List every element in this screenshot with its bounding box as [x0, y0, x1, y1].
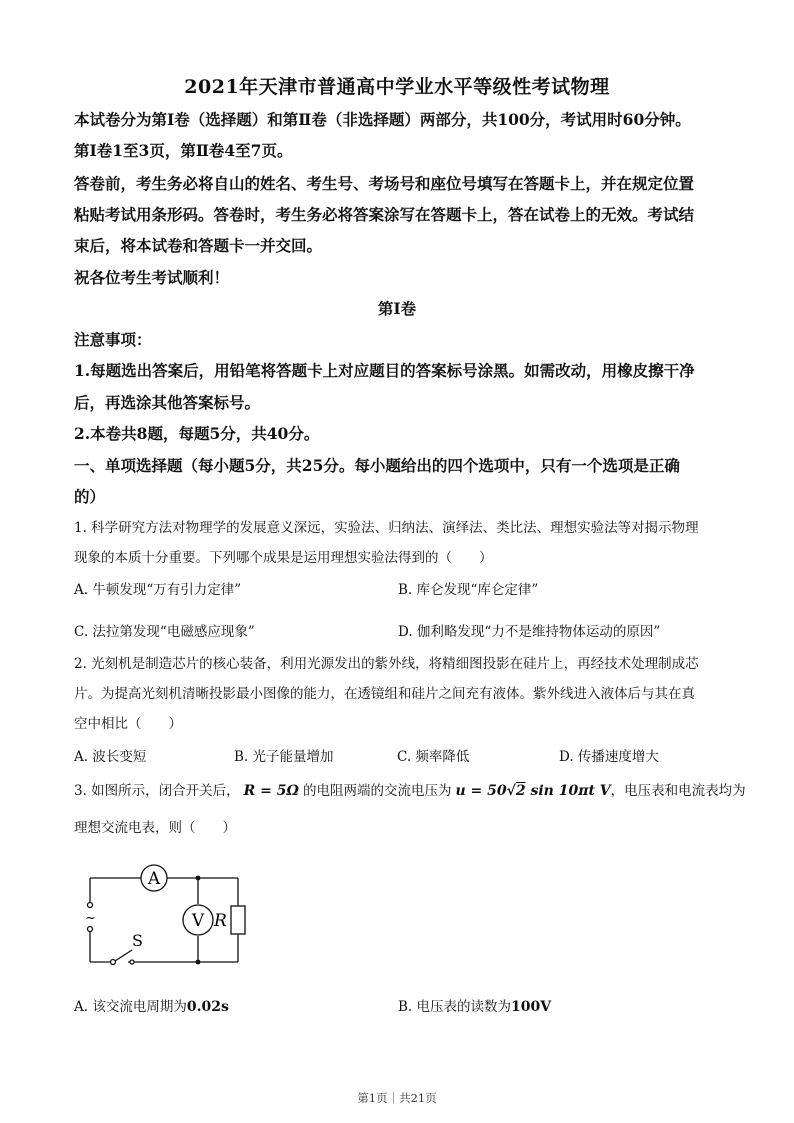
q2-option-b: B. 光子能量增加 — [234, 749, 334, 765]
q3-option-b-text: B. 电压表的读数为 — [398, 999, 512, 1015]
notes-line-3: 2.本卷共8题，每题5分，共40分。 — [74, 424, 320, 443]
q3-line-2: 理想交流电表，则（ ） — [74, 820, 236, 836]
q2-option-c: C. 频率降低 — [397, 749, 470, 765]
q3-option-a-value: 0.02s — [186, 999, 229, 1015]
switch-label: S — [132, 931, 143, 950]
q3-prefix: 3. 如图所示，闭合开关后， — [74, 783, 240, 799]
q3-line-1 — [74, 779, 746, 799]
terminal-bottom-icon — [88, 927, 93, 932]
q2-line-1: 2. 光刻机是制造芯片的核心装备，利用光源发出的紫外线，将精细图投影在硅片上，再经技术处理制成芯 — [74, 656, 699, 672]
q1-line-2: 现象的本质十分重要。下列哪个成果是运用理想实验法得到的（ ） — [74, 550, 493, 566]
junction-top-icon — [196, 876, 201, 881]
part1-heading: 第Ⅰ卷 — [377, 299, 417, 318]
circuit-diagram — [80, 858, 250, 974]
terminal-top-icon — [88, 903, 93, 908]
intro-line-1: 本试卷分为第Ⅰ卷（选择题）和第Ⅱ卷（非选择题）两部分，共100分，考试用时60分钟。 — [74, 110, 691, 129]
intro-line-3: 答卷前，考生务必将自山的姓名、考生号、考场号和座位号填写在答题卡上，并在规定位置 — [74, 174, 695, 193]
intro-line-2: 第Ⅰ卷1至3页，第Ⅱ卷4至7页。 — [74, 141, 293, 160]
q2-option-a: A. 波长变短 — [74, 749, 147, 765]
q3-option-b — [398, 995, 551, 1015]
q1-line-1: 1. 科学研究方法对物理学的发展意义深远，实验法、归纳法、演绎法、类比法、理想实验法等对揭示物理 — [74, 520, 699, 536]
ac-source-label: ~ — [85, 911, 96, 926]
q3-voltage-part-c: sin 10πt V — [525, 783, 611, 799]
q3-option-a-text: A. 该交流电周期为 — [74, 999, 187, 1015]
q3-middle: 的电阻两端的交流电压为 — [303, 783, 452, 799]
notes-heading: 注意事项： — [74, 330, 152, 349]
q1-option-b: B. 库仑发现“库仑定律” — [398, 582, 539, 598]
resistor-icon — [231, 906, 245, 934]
notes-line-1: 1.每题选出答案后，用铅笔将答题卡上对应题目的答案标号涂黑。如需改动，用橡皮擦干净 — [74, 361, 695, 380]
q1-option-a: A. 牛顿发现“万有引力定律” — [74, 582, 242, 598]
switch-blade-icon — [115, 950, 132, 961]
q3-option-b-value: 100V — [511, 999, 552, 1015]
voltmeter-label: V — [191, 911, 205, 931]
q3-suffix: ，电压表和电流表均为 — [610, 783, 746, 799]
sqrt-symbol: √ — [506, 783, 516, 799]
section1-line-1: 一、单项选择题（每小题5分，共25分。每小题给出的四个选项中，只有一个选项是正确 — [74, 456, 680, 475]
q3-option-a — [74, 995, 229, 1015]
page-footer: 第1页｜共21页 — [357, 1091, 437, 1105]
intro-line-4: 粘贴考试用条形码。答卷时，考生务必将答案涂写在答题卡上，答在试卷上的无效。考试结 — [74, 205, 695, 224]
q1-option-c: C. 法拉第发现“电磁感应现象” — [74, 624, 255, 640]
ammeter-label: A — [147, 869, 161, 889]
resistor-label: R — [214, 911, 227, 931]
notes-line-2: 后，再选涂其他答案标号。 — [74, 393, 261, 412]
intro-line-6: 祝各位考生考试顺利！ — [74, 268, 230, 287]
q2-line-2: 片。为提高光刻机清晰投影最小图像的能力，在透镜组和硅片之间充有液体。紫外线进入液体后与其在真 — [74, 686, 695, 702]
q3-voltage-part-b: 2 — [515, 783, 526, 799]
junction-bottom-icon — [196, 960, 201, 965]
q3-voltage-part-a: u = 50 — [455, 783, 507, 799]
switch-pivot-icon — [111, 960, 116, 965]
q3-resistance-formula: R = 5Ω — [243, 783, 299, 799]
switch-contact-icon — [130, 960, 134, 964]
q2-option-d: D. 传播速度增大 — [559, 749, 659, 765]
q1-option-d: D. 伽利略发现“力不是维持物体运动的原因” — [398, 624, 661, 640]
q2-line-3: 空中相比（ ） — [74, 716, 182, 732]
section1-line-2: 的） — [74, 487, 106, 506]
intro-line-5: 束后，将本试卷和答题卡一并交回。 — [74, 236, 323, 255]
page-title: 2021年天津市普通高中学业水平等级性考试物理 — [184, 76, 610, 98]
q3-voltage-formula — [456, 783, 611, 799]
